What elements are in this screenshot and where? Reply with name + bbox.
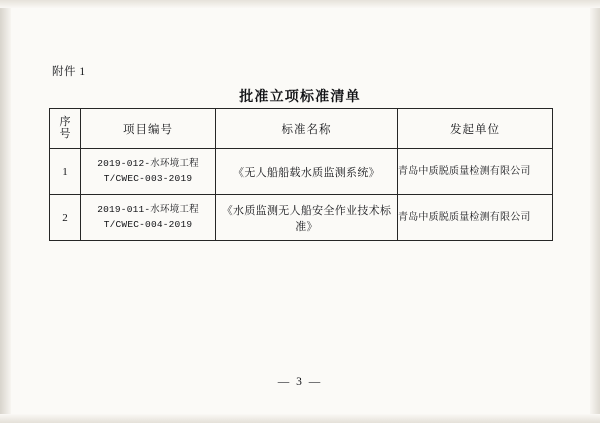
table-row	[50, 195, 553, 241]
table-header	[50, 109, 553, 149]
standards-table	[49, 108, 553, 241]
page-edge-top	[0, 0, 600, 8]
page-edge-right	[590, 0, 600, 423]
attachment-label: 附件 1	[52, 66, 86, 78]
column-header-sequence	[50, 109, 81, 149]
table-header-row	[50, 109, 553, 149]
column-header-sequence-line1: 序	[59, 115, 71, 128]
cell-sequence: 1	[50, 149, 81, 195]
table-row	[50, 149, 553, 195]
cell-project-code-line1: 2019-011-水环境工程	[97, 203, 199, 215]
cell-project-code-line1: 2019-012-水环境工程	[97, 157, 199, 169]
page-edge-bottom	[0, 414, 600, 423]
cell-initiating-organization: 青岛中质脱质量检测有限公司	[398, 195, 553, 241]
cell-project-code	[81, 195, 216, 241]
column-header-sequence-line2: 号	[59, 127, 71, 140]
column-header-standard-name: 标准名称	[216, 109, 398, 149]
page-title: 批准立项标准清单	[239, 90, 361, 105]
column-header-initiating-organization: 发起单位	[398, 109, 553, 149]
cell-standard-name: 《无人船船载水质监测系统》	[216, 149, 398, 195]
cell-project-code	[81, 149, 216, 195]
cell-sequence: 2	[50, 195, 81, 241]
cell-standard-name: 《水质监测无人船安全作业技术标准》	[216, 195, 398, 241]
cell-initiating-organization: 青岛中质脱质量检测有限公司	[398, 149, 553, 195]
column-header-project-code: 项目编号	[81, 109, 216, 149]
table-body	[50, 149, 553, 241]
cell-project-code-line2: T/CWEC-004-2019	[103, 218, 193, 230]
cell-project-code-line2: T/CWEC-003-2019	[103, 172, 193, 184]
page-edge-left	[0, 0, 11, 423]
page-number: — 3 —	[277, 376, 323, 388]
